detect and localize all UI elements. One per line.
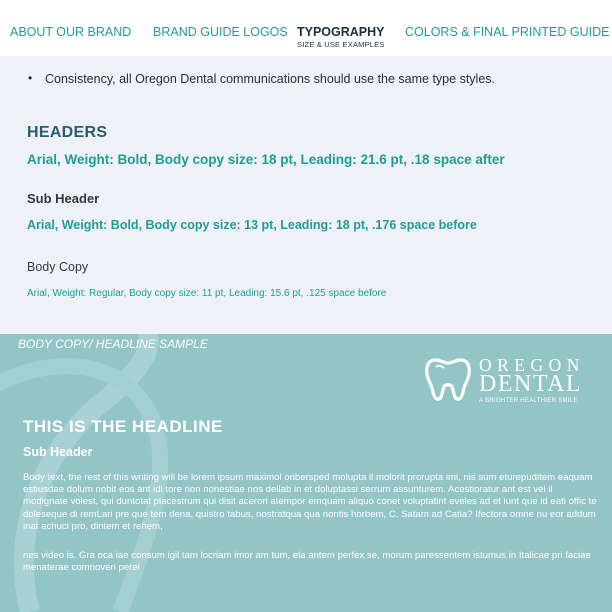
- nav-colors-final-printed-guide[interactable]: COLORS & FINAL PRINTED GUIDE: [405, 25, 610, 39]
- logo-tagline: A BRIGHTER HEALTHIER SMILE: [479, 398, 578, 404]
- sample-body-paragraph-2: nes video is. Gra oca iae consum igil tam locriam imor am tum, ela antem perfex se, morum paressentem istumus in Italicae pri faciae menaterae comnoveri perei: [23, 550, 591, 574]
- sub-header-title: Sub Header: [27, 191, 100, 206]
- logo-oregon-text: OREGON: [479, 355, 585, 375]
- nav-brand-guide-logos[interactable]: BRAND GUIDE LOGOS: [153, 25, 288, 39]
- sub-header-spec: Arial, Weight: Bold, Body copy size: 13 pt, Leading: 18 pt, .176 space before: [27, 218, 477, 232]
- headers-spec: Arial, Weight: Bold, Body copy size: 18 pt, Leading: 21.6 pt, .18 space after: [27, 152, 505, 167]
- nav-typography-subtitle: SIZE & USE EXAMPLES: [297, 40, 385, 49]
- headline-sample-section: [0, 334, 612, 612]
- oregon-dental-logo: [424, 354, 596, 406]
- tooth-icon: [424, 356, 472, 402]
- sample-headline: THIS IS THE HEADLINE: [23, 417, 223, 436]
- sample-sub-header: Sub Header: [23, 445, 93, 459]
- nav-typography[interactable]: TYPOGRAPHY: [297, 25, 385, 39]
- nav-about-our-brand[interactable]: ABOUT OUR BRAND: [10, 25, 132, 39]
- headers-title: HEADERS: [27, 124, 108, 141]
- bullet-marker: •: [28, 71, 33, 85]
- top-nav: [0, 0, 612, 56]
- typography-spec-section: [0, 56, 612, 334]
- consistency-note: Consistency, all Oregon Dental communications should use the same type styles.: [45, 72, 495, 86]
- sample-label: BODY COPY/ HEADLINE SAMPLE: [18, 337, 208, 351]
- body-copy-spec: Arial, Weight: Regular, Body copy size: 11 pt, Leading: 15.6 pt, .125 space before: [27, 288, 387, 299]
- logo-dental-text: DENTAL: [479, 371, 583, 397]
- sample-body-paragraph-1: Body text, the rest of this writing will be lorem ipsum maximol oribersped molupta il molorit prorupta imi, nis sum eturepuditem eaquam estiusdae dolum nobit eos ant idi tore non nonestiae nos dellab in et doluptassi serrum assunturem. Acestioratur ant est vel il modignate volest, qui duntotat placestrum qui disit acerori atempor emquam aliquo conet voluptatint eveles ad et iunt que id eati offic te doleseque di remLari pre que tem dena, quistro tabus, nostratqua qua nontis horbem, C. Satam ad Catia? Ifectora omne nu eor addum inat achuci pro, dintem et rehem,: [23, 472, 597, 532]
- body-copy-title: Body Copy: [27, 260, 89, 274]
